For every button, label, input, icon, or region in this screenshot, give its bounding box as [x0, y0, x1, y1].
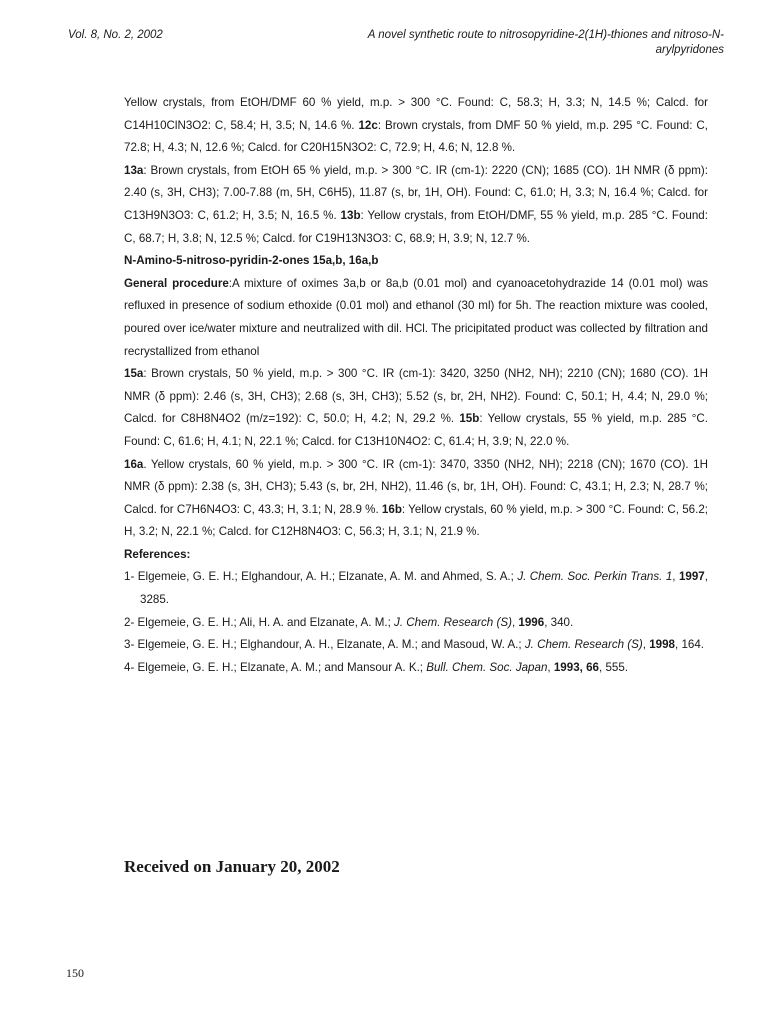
reference-number: 4-: [124, 660, 135, 674]
label-16b: 16b: [381, 502, 402, 516]
article-short-title: A novel synthetic route to nitrosopyridine-2(1H)-thiones and nitroso-N-arylpyridones: [367, 29, 724, 56]
reference-item: 3- Elgemeie, G. E. H.; Elghandour, A. H., Elzanate, A. M.; and Masoud, W. A.; J. Chem. Research (S), 1998, 164.: [124, 638, 705, 652]
reference-journal: J. Chem. Soc. Perkin Trans. 1: [517, 570, 673, 584]
paragraph-16a-16b: [124, 454, 708, 544]
reference-journal: J. Chem. Research (S): [524, 638, 643, 652]
paragraph-13a-13b: [124, 160, 708, 250]
text-13b: : Yellow crystals, from EtOH/DMF, 55 % yield, m.p. 285 °C. Found: C, 68.7; H, 3.8; N, 12.5 %; Calcd. for C19H13N3O3: C, 68.9; H, 3.9; N, 12.7 %.: [124, 208, 708, 245]
label-15b: 15b: [459, 412, 480, 426]
received-date: Received on January 20, 2002: [124, 857, 340, 876]
reference-number: 2-: [124, 615, 135, 629]
reference-item: 2- Elgemeie, G. E. H.; Ali, H. A. and Elzanate, A. M.; J. Chem. Research (S), 1996, 340.: [124, 615, 574, 629]
text-15a: : Brown crystals, 50 % yield, m.p. > 300 °C. IR (cm-1): 3420, 3250 (NH2, NH); 2210 (CN); 1680 (CO). 1H NMR (δ ppm): 2.46 (s, 3H, CH3); 2.68 (s, 3H, CH3); 5.52 (s, br, 2H, NH2). Found: C, 50.1; H, 4.4; N, 29.0 %; Calcd. for C8H8N4O2 (m/z=192): C, 50.0; H, 4.2; N, 29.2 %.: [124, 367, 708, 426]
reference-journal: J. Chem. Research (S): [394, 615, 512, 629]
general-procedure-label: General procedure: [124, 276, 229, 290]
journal-volume: Vol. 8, No. 2, 2002: [68, 29, 163, 41]
paragraph-12b-12c: [124, 92, 708, 160]
general-procedure-text: :A mixture of oximes 3a,b or 8a,b (0.01 mol) and cyanoacetohydrazide 14 (0.01 mol) was refluxed in presence of sodium ethoxide (0.01 mol) and ethanol (30 ml) for 5h. The reaction mixture was cooled, poured over ice/water mixture and neutralized with dil. HCl. The pricipitated product was collected by filtration and recrystallized from ethanol: [124, 276, 709, 358]
label-12c: 12c: [358, 118, 378, 132]
reference-pages: , 3285.: [140, 570, 708, 607]
reference-pages: , 555.: [599, 660, 629, 674]
reference-authors: Elgemeie, G. E. H.; Elghandour, A. H., Elzanate, A. M.; and Masoud, W. A.;: [137, 638, 522, 652]
reference-authors: Elgemeie, G. E. H.; Elghandour, A. H.; Elzanate, A. M. and Ahmed, S. A.;: [137, 570, 514, 584]
label-16a: 16a: [124, 457, 144, 471]
reference-year: 1997: [678, 570, 705, 584]
section-heading: N-Amino-5-nitroso-pyridin-2-ones 15a,b, 16a,b: [124, 254, 379, 268]
text-16a: . Yellow crystals, 60 % yield, m.p. > 300 °C. IR (cm-1): 3470, 3350 (NH2, NH); 2218 (CN); 1670 (CO). 1H NMR (δ ppm): 2.38 (s, 3H, CH3); 5.43 (s, br, 2H, NH2), 11.46 (s, br, 1H, OH). Found: C, 43.1; H, 2.3; N, 28.7 %; Calcd. for C7H6N4O3: C, 43.3; H, 3.1; N, 28.9 %.: [124, 457, 708, 516]
references-title: References:: [124, 547, 191, 561]
paragraph-15a-15b: [124, 363, 708, 453]
reference-number: 1-: [124, 570, 135, 584]
text-12b: Yellow crystals, from EtOH/DMF 60 % yield, m.p. > 300 °C. Found: C, 58.3; H, 3.3; N, 14.5 %; Calcd. for C14H10ClN3O2: C, 58.4; H, 3.5; N, 14.6 %.: [124, 96, 708, 132]
text-15b: : Yellow crystals, 55 % yield, m.p. 285 °C. Found: C, 61.6; H, 4.1; N, 22.1 %; Calcd. for C13H10N4O2: C, 61.4; H, 3.9; N, 22.0 %.: [124, 412, 708, 448]
article-body: [124, 92, 708, 679]
label-13b: 13b: [340, 208, 361, 222]
reference-item: 1- Elgemeie, G. E. H.; Elghandour, A. H.; Elzanate, A. M. and Ahmed, S. A.; J. Chem. Soc. Perkin Trans. 1, 1997, 3285.: [124, 570, 708, 607]
reference-year: 1998: [649, 638, 676, 652]
label-15a: 15a: [124, 367, 144, 381]
reference-authors: Elgemeie, G. E. H.; Ali, H. A. and Elzanate, A. M.;: [137, 615, 391, 629]
text-16b: : Yellow crystals, 60 % yield, m.p. > 300 °C. Found: C, 56.2; H, 3.2; N, 22.1 %; Calcd. for C12H8N4O3: C, 56.3; H, 3.1; N, 21.9 %.: [124, 502, 708, 539]
general-procedure: [124, 273, 708, 363]
reference-year: 1996: [518, 615, 545, 629]
reference-year: 1993, 66: [553, 660, 599, 674]
reference-journal: Bull. Chem. Soc. Japan: [426, 660, 548, 674]
reference-item: 4- Elgemeie, G. E. H.; Elzanate, A. M.; and Mansour A. K.; Bull. Chem. Soc. Japan, 1993, 66, 555.: [124, 660, 629, 674]
text-12c: : Brown crystals, from DMF 50 % yield, m.p. 295 °C. Found: C, 72.8; H, 4.3; N, 12.6 %; Calcd. for C20H15N3O2: C, 72.9; H, 4.6; N, 12.8 %.: [124, 118, 708, 155]
reference-authors: Elgemeie, G. E. H.; Elzanate, A. M.; and Mansour A. K.;: [137, 660, 424, 674]
text-13a: : Brown crystals, from EtOH 65 % yield, m.p. > 300 °C. IR (cm-1): 2220 (CN); 1685 (CO). 1H NMR (δ ppm): 2.40 (s, 3H, CH3); 7.00-7.88 (m, 5H, C6H5), 11.87 (s, br, 1H, OH). Found: C, 61.0; H, 3.3; N, 16.4 %; Calcd. for C13H9N3O3: C, 61.2; H, 3.5; N, 16.5 %.: [124, 163, 708, 222]
label-13a: 13a: [124, 163, 144, 177]
reference-pages: , 164.: [675, 638, 705, 652]
reference-pages: , 340.: [544, 615, 574, 629]
page-number: 150: [66, 966, 84, 980]
reference-number: 3-: [124, 638, 135, 652]
